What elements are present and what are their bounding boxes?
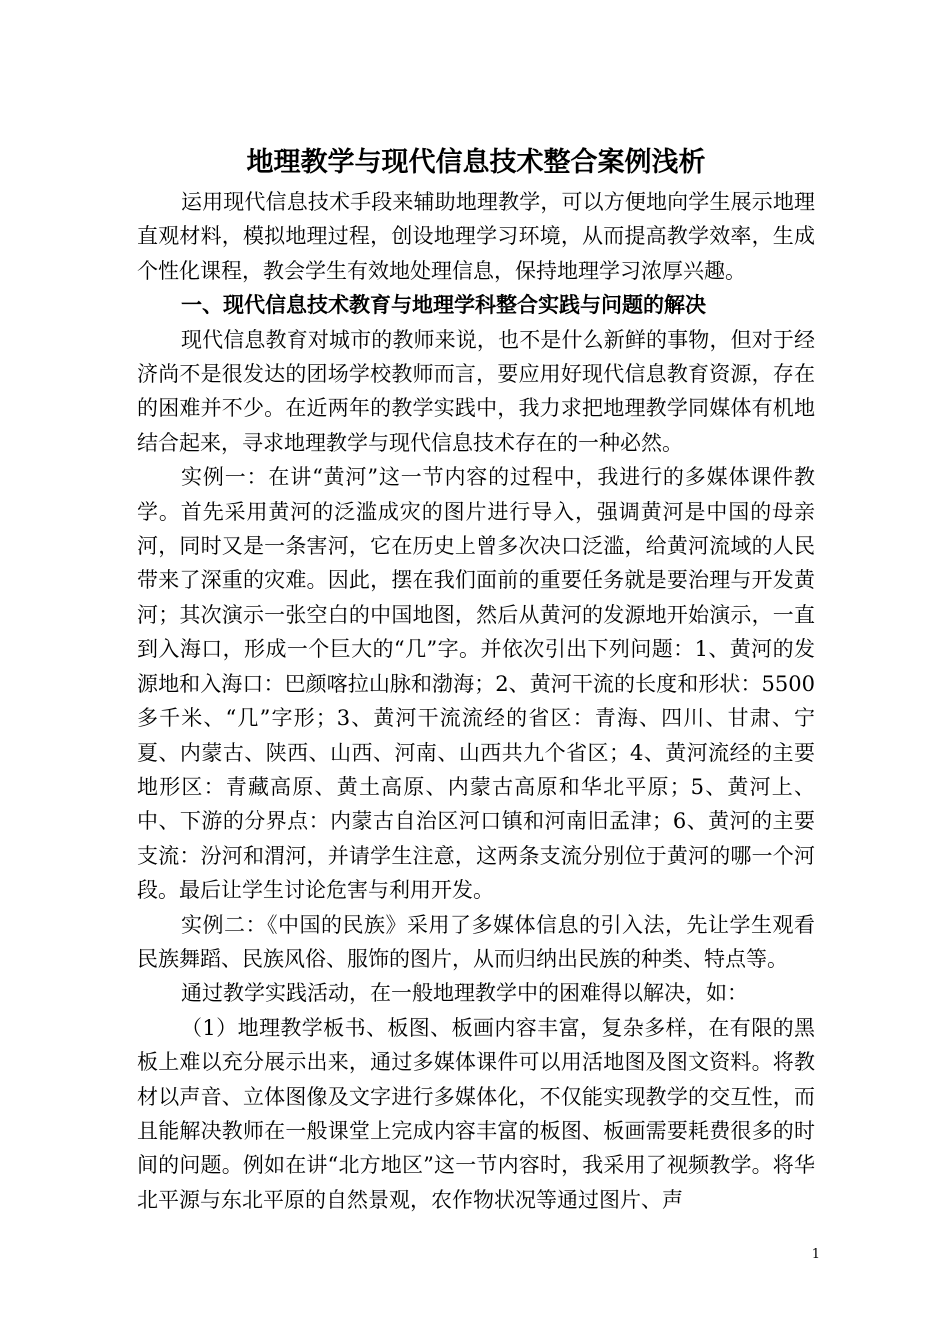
page-number: 1 xyxy=(811,1247,820,1262)
paragraph-4: 通过教学实践活动，在一般地理教学中的困难得以解决，如： xyxy=(181,981,748,1006)
document-title: 地理教学与现代信息技术整合案例浅析 xyxy=(246,147,706,178)
paragraph-5: （1）地理教学板书、板图、板画内容丰富，复杂多样，在有限的黑板上难以充分展示出来，通过多媒体课件可以用活地图及图文资料。将教材以声音、立体图像及文字进行多媒体化，不仅能实现教学的交互性，而且能解决教师在一般课堂上完成内容丰富的板图、板画需要耗费很多的时间的问题。例如在讲“北方地区”这一节内容时，我采用了视频教学。将华北平源与东北平原的自然景观，农作物状况等通过图片、声 xyxy=(137,1015,815,1212)
intro-paragraph: 运用现代信息技术手段来辅助地理教学，可以方便地向学生展示地理直观材料，模拟地理过程，创设地理学习环境，从而提高教学效率，生成个性化课程，教会学生有效地处理信息，保持地理学习浓厚兴趣。 xyxy=(137,190,815,283)
document-body xyxy=(137,185,815,1217)
paragraph-example-2: 实例二：《中国的民族》采用了多媒体信息的引入法，先让学生观看民族舞蹈、民族风俗、服饰的图片，从而归纳出民族的种类、特点等。 xyxy=(137,912,815,971)
paragraph-example-1: 实例一：在讲“黄河”这一节内容的过程中，我进行的多媒体课件教学。首先采用黄河的泛滥成灾的图片进行导入，强调黄河是中国的母亲河，同时又是一条害河，它在历史上曾多次决口泛滥，给黄河流域的人民带来了深重的灾难。因此，摆在我们面前的重要任务就是要治理与开发黄河；其次演示一张空白的中国地图，然后从黄河的发源地开始演示，一直到入海口，形成一个巨大的“几”字。并依次引出下列问题：1、黄河的发源地和入海口：巴颜喀拉山脉和渤海；2、黄河干流的长度和形状：5500多千米、“几”字形；3、黄河干流流经的省区：青海、四川、甘肃、宁夏、内蒙古、陕西、山西、河南、山西共九个省区；4、黄河流经的主要地形区：青藏高原、黄土高原、内蒙古高原和华北平原；5、黄河上、中、下游的分界点：内蒙古自治区河口镇和河南旧孟津；6、黄河的主要支流：汾河和渭河，并请学生注意，这两条支流分别位于黄河的哪一个河段。最后让学生讨论危害与利用开发。 xyxy=(137,465,815,903)
section-heading: 一、现代信息技术教育与地理学科整合实践与问题的解决 xyxy=(181,292,706,318)
paragraph-1: 现代信息教育对城市的教师来说，也不是什么新鲜的事物，但对于经济尚不是很发达的团场学校教师而言，要应用好现代信息教育资源，存在的困难并不少。在近两年的教学实践中，我力求把地理教学同媒体有机地结合起来，寻求地理教学与现代信息技术存在的一种必然。 xyxy=(137,327,815,455)
